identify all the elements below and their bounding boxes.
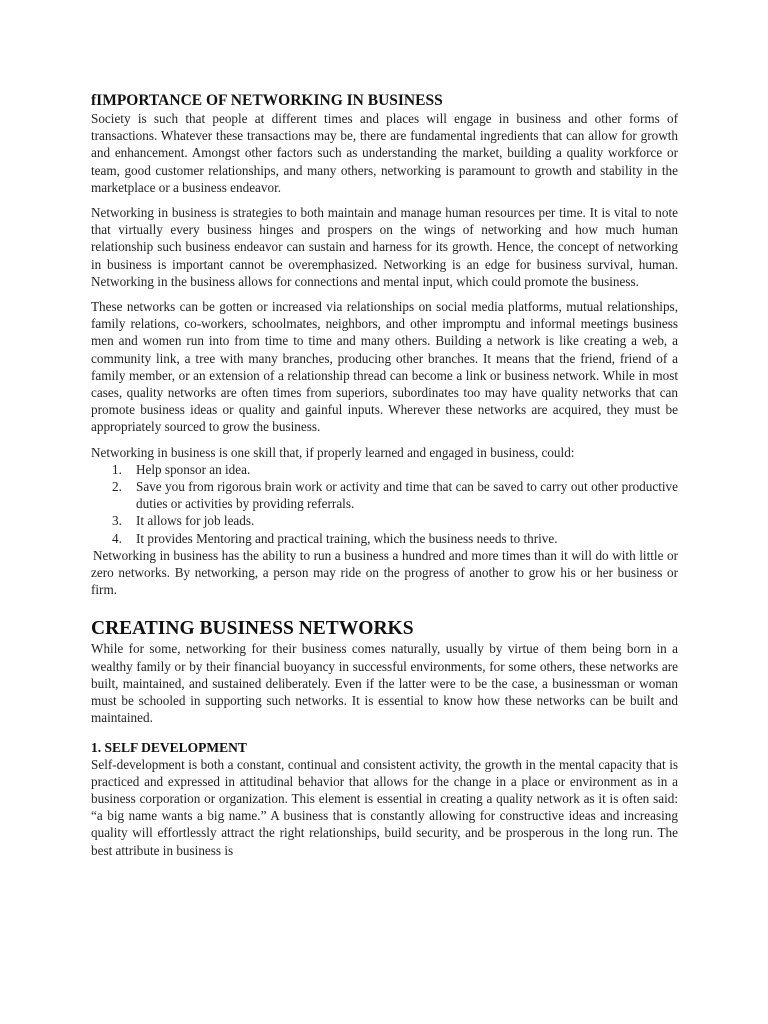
list-item-number: 1. xyxy=(112,461,122,477)
list-item-text: Save you from rigorous brain work or activity and time that can be saved to carry out other productive duties or activities by providing referrals. xyxy=(136,479,678,512)
paragraph-creating-networks: While for some, networking for their business comes naturally, usually by virtue of them being born in a wealthy family or by their financial buoyancy in successful environments, for some others, these networks are built, maintained, and sustained deliberately. Even if the latter were to be the case, a businessman or woman must be schooled in supporting such networks. It is essential to know how these networks can be built and maintained. xyxy=(91,641,678,726)
list-item-text: It provides Mentoring and practical training, which the business needs to thrive. xyxy=(136,530,558,546)
document-title: fIMPORTANCE OF NETWORKING IN BUSINESS xyxy=(91,92,443,109)
paragraph-networking-strategies: Networking in business is strategies to both maintain and manage human resources per time. It is vital to note that virtually every business hinges and prospers on the wings of networking and how much human relationship such business endeavor can sustain and harness for its growth. Hence, the concept of networking in business is important cannot be overemphasized. Networking is an edge for business survival, human. Networking in the business allows for connections and mental input, which could promote the business. xyxy=(91,205,678,289)
benefits-list xyxy=(91,461,678,547)
paragraph-intro: Society is such that people at different times and places will engage in business and other forms of transactions. Whatever these transactions may be, there are fundamental ingredients that can allow for growth and enhancement. Amongst other factors such as understanding the market, building a quality workforce or team, good customer relationships, and many others, networking is paramount to growth and stability in the marketplace or a business endeavor. xyxy=(91,111,678,195)
list-item xyxy=(91,512,678,529)
list-item-number: 3. xyxy=(112,513,122,529)
list-item-text: Help sponsor an idea. xyxy=(136,461,251,477)
paragraph-self-development: Self-development is both a constant, continual and consistent activity, the growth in the mental capacity that is practiced and expressed in attitudinal behavior that allows for the change in a place or environment as in a business corporation or organization. This element is essential in creating a quality network as it is often said: “a big name wants a big name.” A business that is constantly allowing for constructive ideas and increasing quality will effortlessly attract the right relationships, build security, and be prosperous in the long run. The best attribute in business is xyxy=(91,756,678,858)
list-item xyxy=(91,461,678,478)
list-item xyxy=(91,478,678,512)
paragraph-network-sources: These networks can be gotten or increased via relationships on social media platforms, mutual relationships, family relations, co-workers, schoolmates, neighbors, and other impromptu and informal meetings business men and women run into from time to time and many others. Building a network is like creating a web, a community link, a tree with many branches, producing other branches. It means that the friend, friend of a family member, or an extension of a relationship thread can become a link or business network. While in most cases, quality networks are often times from superiors, subordinates too may have quality networks that can promote business ideas or quality and gainful inputs. Wherever these networks are acquired, they must be appropriately sourced to grow the business. xyxy=(91,299,678,435)
list-item-text: It allows for job leads. xyxy=(136,513,255,529)
list-item-number: 4. xyxy=(112,530,122,546)
list-item-number: 2. xyxy=(112,479,122,495)
list-intro: Networking in business is one skill that, if properly learned and engaged in business, could: xyxy=(91,444,575,460)
subsection-heading: 1. SELF DEVELOPMENT xyxy=(91,739,247,755)
paragraph-after-list: Networking in business has the ability to run a business a hundred and more times than it will do with little or zero networks. By networking, a person may ride on the progress of another to grow his or her business or firm. xyxy=(91,547,678,598)
document-body xyxy=(91,92,678,867)
list-item xyxy=(91,530,678,547)
section-heading: CREATING BUSINESS NETWORKS xyxy=(91,618,414,640)
